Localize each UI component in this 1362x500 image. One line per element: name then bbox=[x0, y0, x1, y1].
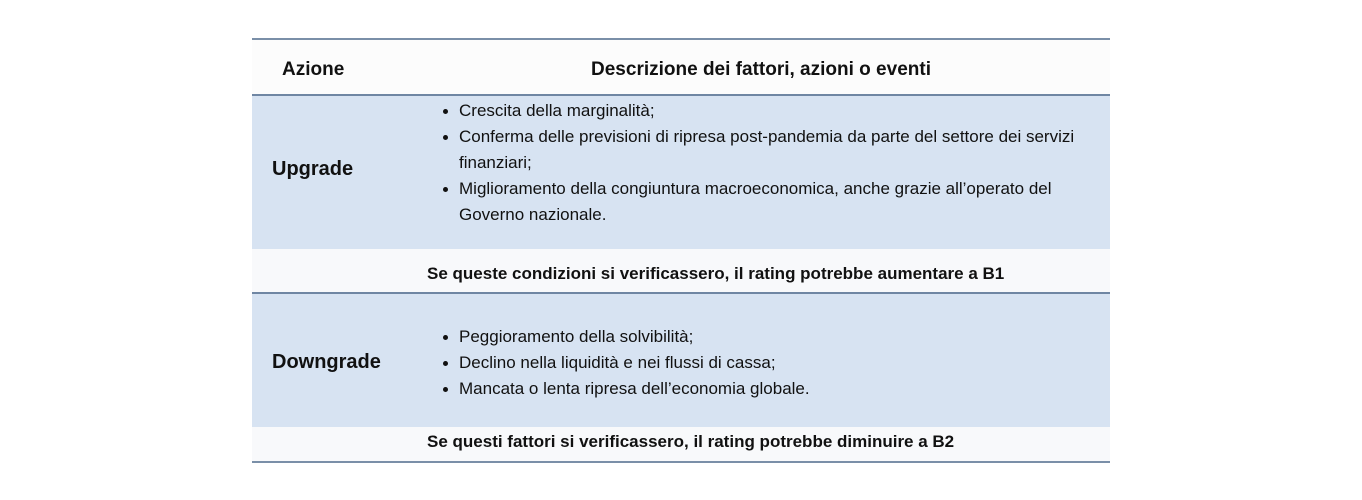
upgrade-summary-row bbox=[252, 249, 1110, 294]
list-item: Miglioramento della congiuntura macroeconomica, anche grazie all’operato del Governo nazionale. bbox=[459, 176, 1099, 228]
header-description: Descrizione dei fattori, azioni o eventi bbox=[591, 59, 931, 80]
rating-factors-table bbox=[252, 38, 1110, 463]
list-item: Peggioramento della solvibilità; bbox=[459, 324, 1099, 350]
table-header bbox=[252, 40, 1110, 96]
upgrade-factor-list bbox=[438, 98, 1099, 228]
downgrade-summary: Se questi fattori si verificassero, il rating potrebbe diminuire a B2 bbox=[427, 432, 955, 451]
list-item: Mancata o lenta ripresa dell’economia globale. bbox=[459, 376, 1099, 402]
list-item: Conferma delle previsioni di ripresa post-pandemia da parte del settore dei servizi finanziari; bbox=[459, 124, 1099, 176]
upgrade-label: Upgrade bbox=[272, 158, 354, 180]
downgrade-label: Downgrade bbox=[272, 351, 381, 373]
upgrade-row bbox=[252, 96, 1110, 249]
upgrade-summary: Se queste condizioni si verificassero, il rating potrebbe aumentare a B1 bbox=[427, 264, 1005, 283]
list-item: Crescita della marginalità; bbox=[459, 98, 1099, 124]
list-item: Declino nella liquidità e nei flussi di cassa; bbox=[459, 350, 1099, 376]
header-action: Azione bbox=[282, 59, 345, 80]
downgrade-summary-row bbox=[252, 427, 1110, 463]
downgrade-factor-list bbox=[438, 324, 1099, 402]
downgrade-row bbox=[252, 294, 1110, 427]
